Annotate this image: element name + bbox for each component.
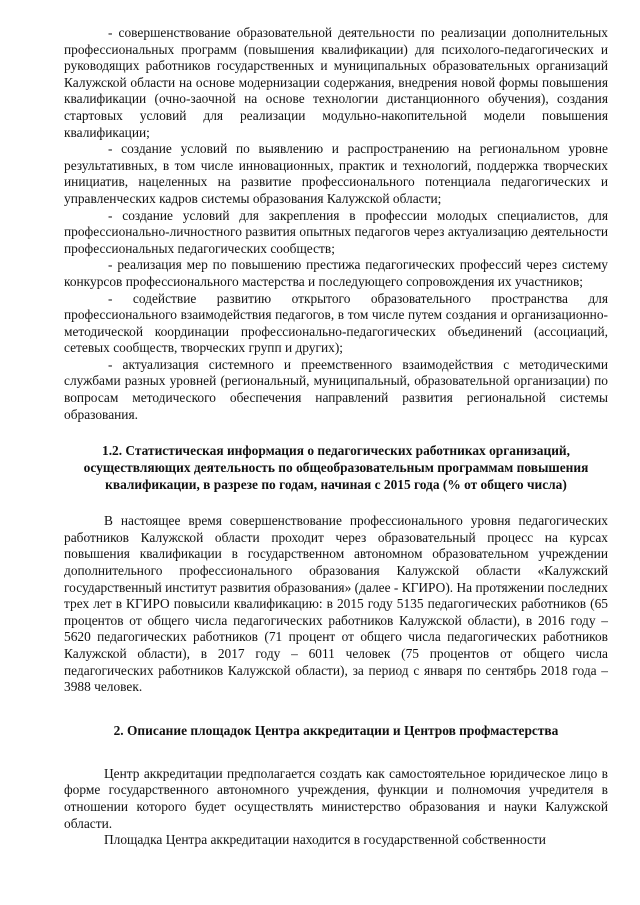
list-item: - совершенствование образовательной деятельности по реализации дополнительных профессиональных программ (повышения квалификации) для психолого-педагогических и руководящих работников государственных и муниципальных образовательных организаций Калужской области на основе модернизации содержания, внедрения новой формы повышения квалификации (очно-заочной на основе технологии дистанционного обучения), создания стартовых условий для реализации модульно-накопительной модели повышения квалификации; xyxy=(64,25,608,140)
section-1-2-paragraph: В настоящее время совершенствование профессионального уровня педагогических работников Калужской области проходит через образовательный процесс на курсах повышения квалификации в государственном автономном образовательном учреждении дополнительного профессионального образования Калужской области «Калужский государственный институт развития образования» (далее - КГИРО). На протяжении последних трех лет в КГИРО повысили квалификацию: в 2015 году 5135 педагогических работников (65 процентов от общего числа педагогических работников Калужской области), в 2016 году – 5620 педагогических работников (71 процент от общего числа педагогических работников Калужской области), в 2017 году – 6011 человек (75 процентов от общего числа педагогических работников Калужской области), за период с января по сентябрь 2018 года – 3988 человек. xyxy=(64,513,608,695)
list-item: - создание условий для закрепления в профессии молодых специалистов, для профессионально-личностного развития опытных педагогов через актуализацию деятельности профессиональных педагогических сообществ; xyxy=(64,207,608,256)
section-2-heading: 2. Описание площадок Центра аккредитации и Центров профмастерства xyxy=(113,722,559,738)
list-item: - содействие развитию открытого образовательного пространства для профессионального взаимодействия педагогов, в том числе путем создания и организационно-методической координации профессионально-педагогических объединений (ассоциаций, сетевых сообществ, творческих групп и других); xyxy=(64,290,608,356)
list-item: - реализация мер по повышению престижа педагогических профессий через систему конкурсов профессионального мастерства и последующего сопровождения их участников; xyxy=(64,257,608,289)
goals-bullet-list xyxy=(64,25,608,423)
section-2-paragraph-2: Площадка Центра аккредитации находится в государственной собственности xyxy=(104,832,546,848)
list-item: - актуализация системного и преемственного взаимодействия с методическими службами разных уровней (региональный, муниципальный, образовательной организации) по вопросам методического обеспечения направлений развития региональной системы образования. xyxy=(64,356,608,422)
list-item: - создание условий по выявлению и распространению на региональном уровне результативных, в том числе инновационных, практик и технологий, поддержка творческих инициатив, нацеленных на развитие профессионального потенциала педагогических и управленческих кадров системы образования Калужской области; xyxy=(64,141,608,206)
section-2-paragraph-1: Центр аккредитации предполагается создать как самостоятельное юридическое лицо в форме государственного автономного учреждения, функции и полномочия учредителя в отношении которого будет осуществлять министерство образования и науки Калужской области. xyxy=(64,765,608,831)
section-1-2-heading: 1.2. Статистическая информация о педагогических работниках организаций, осуществляющих деятельность по общеобразовательным программам повышения квалификации, в разрезе по годам, начиная с 2015 года (% от общего числа) xyxy=(83,443,589,493)
